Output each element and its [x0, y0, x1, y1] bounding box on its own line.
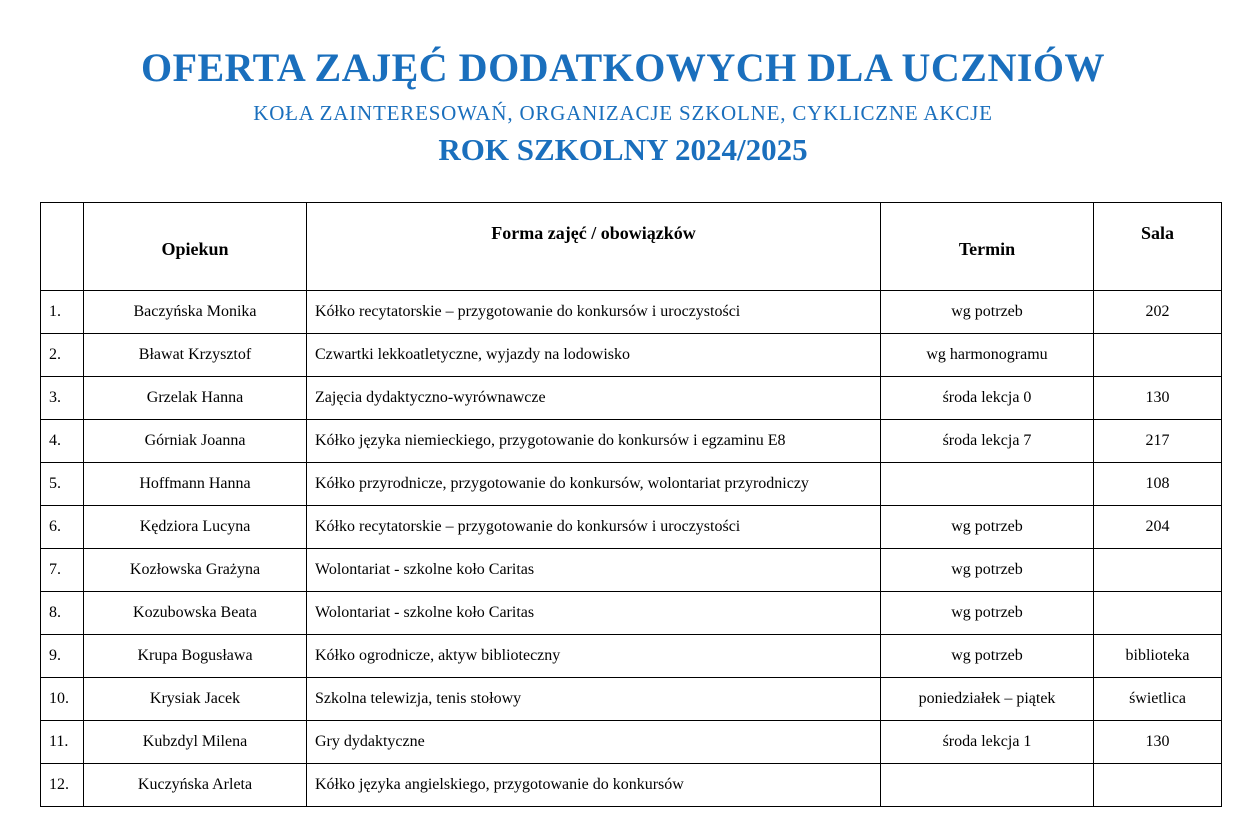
column-header-termin: Termin: [881, 203, 1094, 291]
row-sala: [1094, 549, 1222, 592]
row-termin: [881, 764, 1094, 807]
table-row: [41, 678, 1222, 721]
row-termin: wg potrzeb: [881, 592, 1094, 635]
row-number: 5.: [41, 463, 84, 506]
row-forma: Gry dydaktyczne: [307, 721, 881, 764]
row-termin: wg potrzeb: [881, 291, 1094, 334]
row-opiekun: Krysiak Jacek: [84, 678, 307, 721]
row-opiekun: Kozubowska Beata: [84, 592, 307, 635]
row-forma: Wolontariat - szkolne koło Caritas: [307, 549, 881, 592]
table-row: [41, 377, 1222, 420]
row-forma: Wolontariat - szkolne koło Caritas: [307, 592, 881, 635]
row-opiekun: Górniak Joanna: [84, 420, 307, 463]
document-subtitle: KOŁA ZAINTERESOWAŃ, ORGANIZACJE SZKOLNE, CYKLICZNE AKCJE: [253, 101, 993, 125]
row-opiekun: Bławat Krzysztof: [84, 334, 307, 377]
row-sala: 202: [1094, 291, 1222, 334]
document-title: OFERTA ZAJĘĆ DODATKOWYCH DLA UCZNIÓW: [140, 45, 1106, 90]
row-forma: Kółko przyrodnicze, przygotowanie do konkursów, wolontariat przyrodniczy: [307, 463, 881, 506]
row-termin: środa lekcja 0: [881, 377, 1094, 420]
row-number: 10.: [41, 678, 84, 721]
row-opiekun: Kubzdyl Milena: [84, 721, 307, 764]
row-termin: środa lekcja 7: [881, 420, 1094, 463]
row-sala: 217: [1094, 420, 1222, 463]
row-sala: świetlica: [1094, 678, 1222, 721]
row-sala: [1094, 764, 1222, 807]
row-number: 9.: [41, 635, 84, 678]
row-forma: Szkolna telewizja, tenis stołowy: [307, 678, 881, 721]
row-opiekun: Hoffmann Hanna: [84, 463, 307, 506]
row-termin: wg harmonogramu: [881, 334, 1094, 377]
row-opiekun: Krupa Bogusława: [84, 635, 307, 678]
row-sala: 204: [1094, 506, 1222, 549]
column-header-opiekun: Opiekun: [84, 203, 307, 291]
row-sala: [1094, 334, 1222, 377]
row-number: 4.: [41, 420, 84, 463]
row-opiekun: Kędziora Lucyna: [84, 506, 307, 549]
row-sala: 130: [1094, 721, 1222, 764]
table-row: [41, 506, 1222, 549]
table-row: [41, 635, 1222, 678]
row-number: 12.: [41, 764, 84, 807]
row-termin: poniedziałek – piątek: [881, 678, 1094, 721]
column-header-sala: Sala: [1094, 203, 1222, 291]
row-number: 2.: [41, 334, 84, 377]
row-number: 1.: [41, 291, 84, 334]
row-opiekun: Kozłowska Grażyna: [84, 549, 307, 592]
row-termin: wg potrzeb: [881, 506, 1094, 549]
table-row: [41, 764, 1222, 807]
row-forma: Kółko języka angielskiego, przygotowanie do konkursów: [307, 764, 881, 807]
table-header-row: [41, 203, 1222, 291]
row-opiekun: Kuczyńska Arleta: [84, 764, 307, 807]
table-row: [41, 334, 1222, 377]
row-termin: wg potrzeb: [881, 635, 1094, 678]
row-number: 8.: [41, 592, 84, 635]
row-forma: Kółko języka niemieckiego, przygotowanie do konkursów i egzaminu E8: [307, 420, 881, 463]
school-year: ROK SZKOLNY 2024/2025: [438, 132, 808, 167]
row-termin: wg potrzeb: [881, 549, 1094, 592]
row-forma: Kółko recytatorskie – przygotowanie do konkursów i uroczystości: [307, 506, 881, 549]
table-row: [41, 549, 1222, 592]
row-forma: Zajęcia dydaktyczno-wyrównawcze: [307, 377, 881, 420]
row-forma: Czwartki lekkoatletyczne, wyjazdy na lodowisko: [307, 334, 881, 377]
row-sala: biblioteka: [1094, 635, 1222, 678]
table-row: [41, 291, 1222, 334]
column-header-no: [41, 203, 84, 291]
column-header-forma: Forma zajęć / obowiązków: [307, 203, 881, 291]
table-row: [41, 420, 1222, 463]
row-opiekun: Baczyńska Monika: [84, 291, 307, 334]
table-row: [41, 463, 1222, 506]
table-row: [41, 721, 1222, 764]
row-termin: [881, 463, 1094, 506]
row-sala: 130: [1094, 377, 1222, 420]
row-opiekun: Grzelak Hanna: [84, 377, 307, 420]
row-number: 11.: [41, 721, 84, 764]
table-row: [41, 592, 1222, 635]
row-sala: [1094, 592, 1222, 635]
activities-table: [40, 202, 1222, 807]
row-number: 6.: [41, 506, 84, 549]
table-body: [41, 291, 1222, 807]
row-forma: Kółko ogrodnicze, aktyw biblioteczny: [307, 635, 881, 678]
row-forma: Kółko recytatorskie – przygotowanie do konkursów i uroczystości: [307, 291, 881, 334]
row-number: 7.: [41, 549, 84, 592]
row-number: 3.: [41, 377, 84, 420]
row-termin: środa lekcja 1: [881, 721, 1094, 764]
row-sala: 108: [1094, 463, 1222, 506]
